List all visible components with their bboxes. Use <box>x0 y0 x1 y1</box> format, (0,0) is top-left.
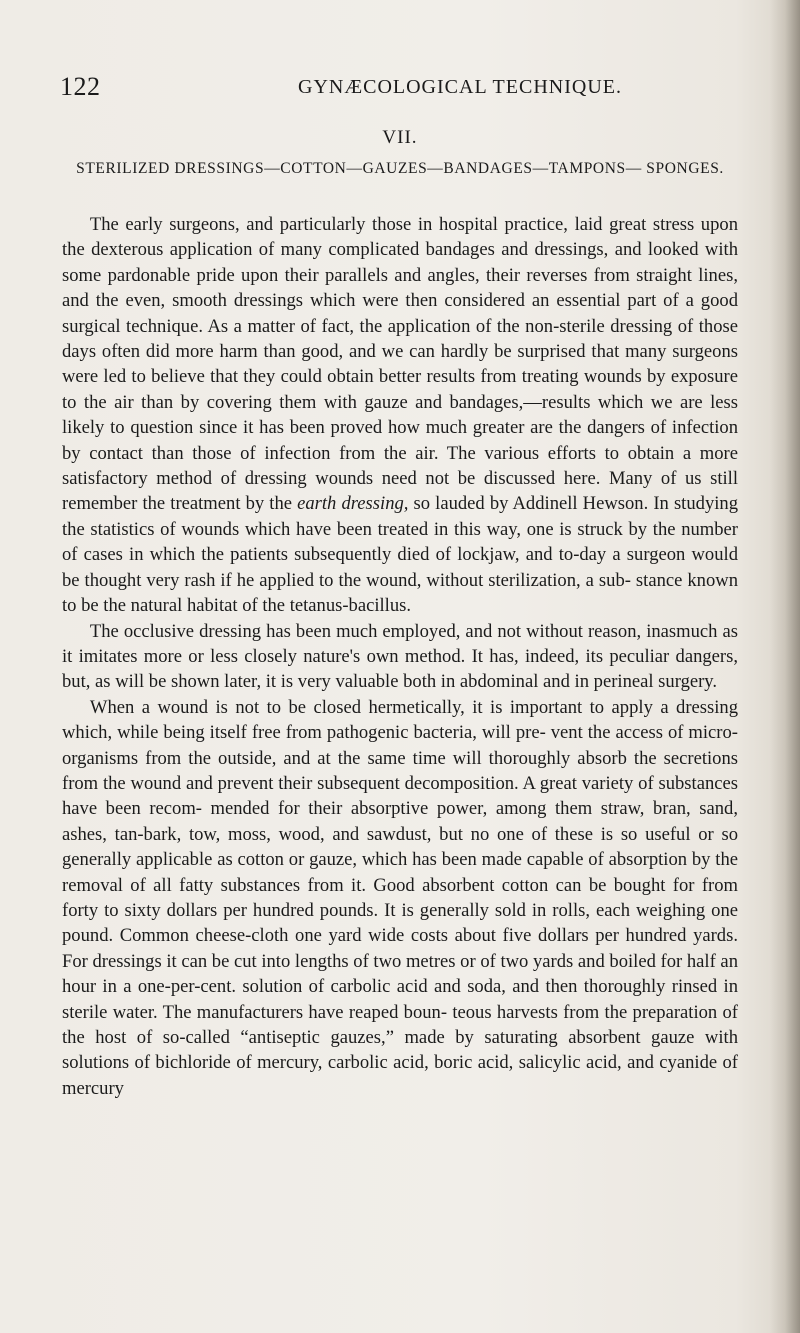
paragraph <box>62 619 738 695</box>
chapter-title: STERILIZED DRESSINGS—COTTON—GAUZES—BANDAGES—TAMPONS— SPONGES. <box>76 160 724 177</box>
running-title: GYNÆCOLOGICAL TECHNIQUE. <box>298 76 622 98</box>
page-edge-shadow <box>770 0 800 1333</box>
paragraph <box>62 695 738 1102</box>
text-run: The occlusive dressing has been much employed, and not without reason, inasmuch as it imitates more or less closely nature's own method. It has, indeed, its peculiar dangers, but, as will be shown later, it is very valuable both in abdominal and in perineal surgery. <box>62 620 738 693</box>
page-header <box>60 72 740 101</box>
text-run: The early surgeons, and particularly those in hospital practice, laid great stress upon the dexterous application of many complicated bandages and dressings, and looked with some pardonable pride upon their parallels and angles, their reverses from straight lines, and the even, smooth dressings which were then considered an essential part of a good surgical technique. As a matter of fact, the application of the non-sterile dressing of those days often did more harm than good, and we can hardly be surprised that many surgeons were led to believe that they could obtain better results from treating wounds by exposure to the air than by covering them with gauze and bandages,—results which we are less likely to question since it has been proved how much greater are the dangers of infection by contact than those of infection from the air. The various efforts to obtain a more satisfactory method of dressing wounds need not be discussed here. Many of us still remember the treatment by the <box>62 214 738 515</box>
italic-term: earth dressing, <box>297 493 409 515</box>
text-run: so lauded by Addinell Hewson. In studying the statistics of wounds which have been treated in this way, one is struck by the number of cases in which the patients subsequently died of lockjaw, and to-day a surgeon would be thought very rash if he applied to the wound, without sterilization, a sub- stance known to be the natural habitat of the tetanus-bacillus. <box>62 493 738 617</box>
body-text <box>62 212 738 1101</box>
text-run: When a wound is not to be closed hermetically, it is important to apply a dressing which, while being itself free from pathogenic bacteria, will pre- vent the access of micro-organisms from the outside, and at the same time will thoroughly absorb the secretions from the wound and prevent their subsequent decomposition. A great variety of substances have been recom- mended for their absorptive power, among them straw, bran, sand, ashes, tan-bark, tow, moss, wood, and sawdust, but no one of these is so useful or so generally applicable as cotton or gauze, which has been made capable of absorption by the removal of all fatty substances from it. Good absorbent cotton can be bought for from forty to sixty dollars per hundred pounds. It is generally sold in rolls, each weighing one pound. Common cheese-cloth one yard wide costs about five dollars per hundred yards. For dressings it can be cut into lengths of two metres or of two yards and boiled for half an hour in a one-per-cent. solution of carbolic acid and soda, and then thoroughly rinsed in sterile water. The manufacturers have reaped boun- teous harvests from the preparation of the host of so-called “antiseptic gauzes,” made by saturating absorbent gauze with solutions of bichloride of mercury, carbolic acid, boric acid, salicylic acid, and cyanide of mercury <box>62 696 738 1099</box>
chapter-number: VII. <box>382 127 418 148</box>
paragraph <box>62 212 738 619</box>
page-number: 122 <box>60 72 101 101</box>
